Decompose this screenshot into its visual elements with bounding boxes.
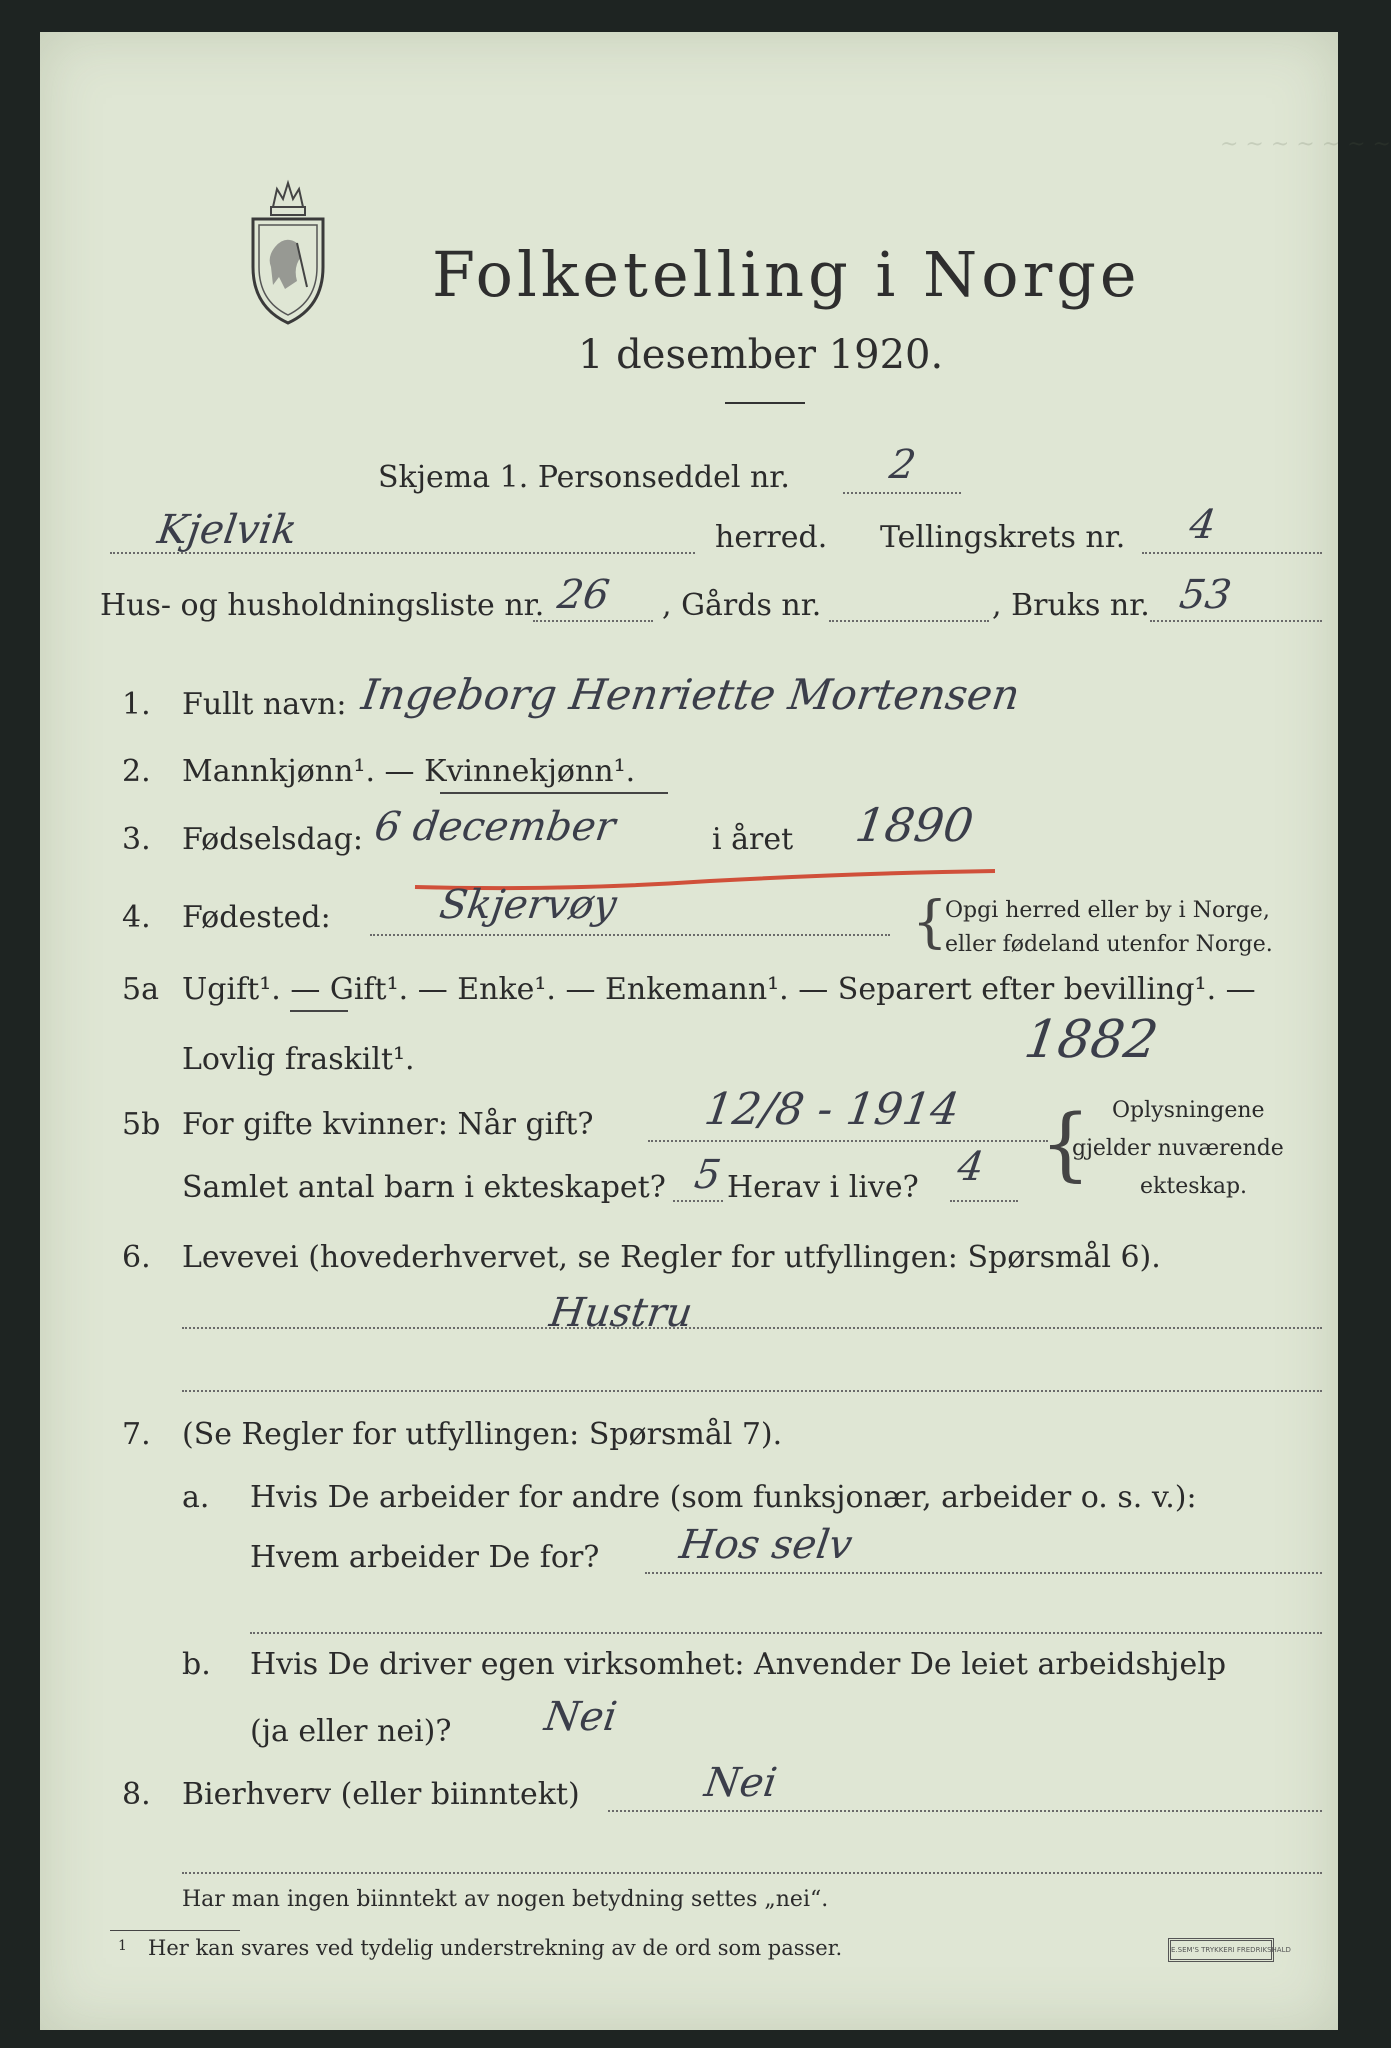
footnote-mark: 1 — [118, 1938, 127, 1954]
q5a-line1: Ugift¹. — Gift¹. — Enke¹. — Enkemann¹. — Separert efter bevilling¹. — — [182, 972, 1256, 1007]
herred-label: herred. — [715, 520, 828, 555]
husholdningsliste-label: Hus- og husholdningsliste nr. — [100, 588, 545, 623]
alive-line — [950, 1200, 1018, 1202]
q6-label: Levevei (hovederhvervet, se Regler for utfyllingen: Spørsmål 6). — [182, 1240, 1161, 1275]
schema-value: 2 — [886, 442, 919, 488]
fodested-line — [370, 934, 890, 936]
q5b-brace: { — [1040, 1097, 1091, 1190]
gift-underline — [290, 1010, 348, 1012]
q1-label: Fullt navn: — [182, 687, 347, 722]
q7b-line2: (ja eller nei)? — [250, 1714, 452, 1749]
employer-value: Hos selv — [676, 1522, 856, 1568]
gards-line — [829, 620, 989, 622]
alive-label: Herav i live? — [727, 1170, 919, 1205]
tellingskrets-value: 4 — [1186, 502, 1219, 548]
children-label: Samlet antal barn i ekteskapet? — [182, 1170, 666, 1205]
q1-number: 1. — [122, 687, 151, 722]
birth-year-value: 1890 — [852, 798, 977, 852]
q7b-letter: b. — [182, 1647, 211, 1682]
q8-note: Har man ingen biinntekt av nogen betydning settes „nei“. — [182, 1887, 829, 1912]
bruks-label: , Bruks nr. — [992, 588, 1150, 623]
q7a-letter: a. — [182, 1480, 210, 1515]
schema-line — [843, 492, 961, 494]
married-date-value: 12/8 - 1914 — [701, 1084, 963, 1135]
census-date: 1 desember 1920. — [578, 332, 944, 378]
q5b-note-line3: ekteskap. — [1140, 1174, 1248, 1199]
q4-label: Fødested: — [182, 900, 331, 935]
q4-number: 4. — [122, 900, 151, 935]
employer-line — [645, 1572, 1322, 1574]
year-label: i året — [712, 822, 794, 857]
q2-label: Mannkjønn¹. — Kvinnekjønn¹. — [182, 754, 636, 789]
q6-line2 — [182, 1390, 1322, 1392]
q7-label: (Se Regler for utfyllingen: Spørsmål 7). — [182, 1417, 783, 1452]
bruks-value: 53 — [1176, 572, 1235, 618]
q5a-number: 5a — [122, 972, 159, 1007]
footnote-divider — [110, 1930, 240, 1931]
q4-note-line1: Opgi herred eller by i Norge, — [945, 898, 1270, 923]
children-value: 5 — [691, 1152, 724, 1198]
alive-value: 4 — [954, 1144, 987, 1190]
coat-of-arms-icon — [245, 177, 331, 327]
birth-day-value: 6 december — [371, 804, 619, 850]
kvinnekjonn-underline — [440, 792, 668, 794]
form-title: Folketelling i Norge — [432, 238, 1141, 311]
q7b-line1: Hvis De driver egen virksomhet: Anvender De leiet arbeidshjelp — [250, 1647, 1227, 1682]
q6-number: 6. — [122, 1240, 151, 1275]
q8-label: Bierhverv (eller biinntekt) — [182, 1777, 580, 1812]
q5b-note-line2: gjelder nuværende — [1072, 1136, 1284, 1161]
printer-stamp: E.SEM'S TRYKKERI FREDRIKSHALD — [1168, 1938, 1274, 1962]
census-form — [40, 32, 1391, 2030]
q6-line1 — [182, 1327, 1322, 1329]
side-income-value: Nei — [701, 1760, 780, 1806]
q8-number: 8. — [122, 1777, 151, 1812]
husholdningsliste-line — [533, 620, 653, 622]
q8-line1 — [608, 1810, 1322, 1812]
birthplace-value: Skjervøy — [436, 882, 620, 928]
q5a-margin-note: 1882 — [1020, 1010, 1162, 1070]
q3-label: Fødselsdag: — [182, 822, 363, 857]
q4-note-line2: eller fødeland utenfor Norge. — [945, 932, 1273, 957]
occupation-value: Hustru — [546, 1290, 696, 1336]
q7a-line2: Hvem arbeider De for? — [250, 1540, 600, 1575]
q5b-number: 5b — [122, 1107, 161, 1142]
q7a-line1: Hvis De arbeider for andre (som funksjonær, arbeider o. s. v.): — [250, 1480, 1197, 1515]
married-line — [648, 1140, 1048, 1142]
tellingskrets-line — [1142, 552, 1322, 554]
q2-number: 2. — [122, 754, 151, 789]
children-line — [673, 1200, 723, 1202]
q5b-label: For gifte kvinner: Når gift? — [182, 1107, 594, 1142]
tellingskrets-label: Tellingskrets nr. — [880, 520, 1126, 555]
q7a-line-extra — [250, 1632, 1322, 1634]
bruks-line — [1150, 620, 1322, 622]
gards-label: , Gårds nr. — [662, 588, 822, 623]
q8-line2 — [182, 1872, 1322, 1874]
title-divider — [725, 402, 805, 404]
herred-value: Kjelvik — [154, 507, 300, 553]
q4-brace: { — [912, 890, 948, 955]
q5a-line2: Lovlig fraskilt¹. — [182, 1042, 415, 1077]
footnote-text: Her kan svares ved tydelig understrekning av de ord som passer. — [148, 1936, 843, 1960]
q5b-note-line1: Oplysningene — [1112, 1098, 1265, 1123]
bleed-through-text: ~ ~ ~ ~ ~ ~ ~ — [1220, 132, 1391, 157]
hired-help-value: Nei — [541, 1694, 620, 1740]
full-name-value: Ingeborg Henriette Mortensen — [358, 670, 1023, 719]
husholdningsliste-value: 26 — [554, 572, 613, 618]
schema-label: Skjema 1. Personseddel nr. — [378, 460, 790, 495]
q7-number: 7. — [122, 1417, 151, 1452]
q3-number: 3. — [122, 822, 151, 857]
